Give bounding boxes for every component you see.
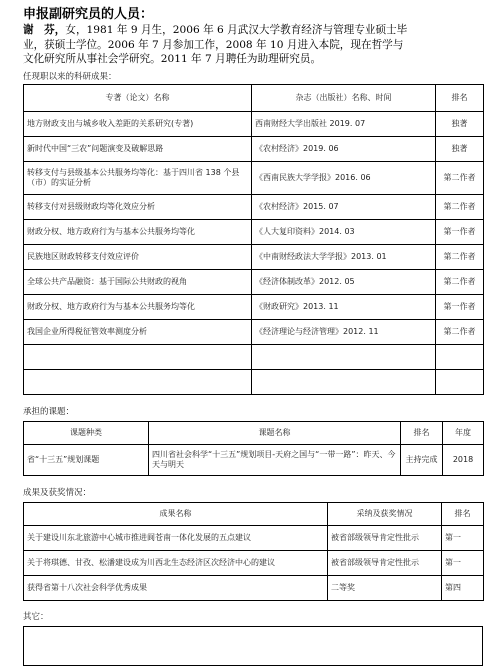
table-row xyxy=(24,526,484,551)
research-journal-cell: 《财政研究》2013. 11 xyxy=(252,295,436,320)
table-row xyxy=(24,370,484,395)
table-row xyxy=(24,195,484,220)
bio-line-2: 业，获硕士学位。2006 年 7 月参加工作，2008 年 10 月进入本院，现在哲学与 xyxy=(23,38,404,51)
research-journal-cell: 《经济体制改革》2012. 05 xyxy=(252,270,436,295)
table-row xyxy=(24,270,484,295)
table-row xyxy=(24,576,484,601)
table-row xyxy=(24,345,484,370)
research-header-rank: 排名 xyxy=(436,85,484,112)
research-rank-cell: 第二作者 xyxy=(436,320,484,345)
table-row xyxy=(24,137,484,162)
research-journal-cell: 《人大复印资料》2014. 03 xyxy=(252,220,436,245)
research-title-cell: 民族地区财政转移支付效应评价 xyxy=(24,245,252,270)
research-rank-cell: 第二作者 xyxy=(436,162,484,195)
research-header-title: 专著（论文）名称 xyxy=(24,85,252,112)
applicant-header xyxy=(23,6,481,67)
research-title-cell xyxy=(24,345,252,370)
research-rank-cell: 独著 xyxy=(436,112,484,137)
award-rank-cell: 第一 xyxy=(442,551,484,576)
research-rank-cell: 第一作者 xyxy=(436,220,484,245)
research-rank-cell: 第二作者 xyxy=(436,245,484,270)
research-journal-cell xyxy=(252,345,436,370)
table-row xyxy=(24,320,484,345)
research-rank-cell: 独著 xyxy=(436,137,484,162)
research-section-label: 任现职以来的科研成果： xyxy=(23,72,117,82)
research-rank-cell: 第一作者 xyxy=(436,295,484,320)
other-section-label: 其它： xyxy=(23,612,49,622)
awards-table xyxy=(23,502,484,601)
project-name-cell: 四川省社会科学“十三五”规划项目-天府之国与“一带一路”：昨天、今天与明天 xyxy=(149,445,401,476)
table-row xyxy=(24,245,484,270)
award-rank-cell: 第一 xyxy=(442,526,484,551)
award-status-cell: 被省部级领导肯定性批示 xyxy=(328,526,442,551)
project-rank-cell: 主持完成 xyxy=(401,445,443,476)
projects-section-label: 承担的课题： xyxy=(23,407,75,417)
project-type-cell: 省“十三五”规划课题 xyxy=(24,445,149,476)
award-status-cell: 被省部级领导肯定性批示 xyxy=(328,551,442,576)
research-rank-cell xyxy=(436,345,484,370)
research-title-cell: 我国企业所得税征管效率测度分析 xyxy=(24,320,252,345)
table-row xyxy=(24,295,484,320)
research-header-journal: 杂志（出版社）名称、时间 xyxy=(252,85,436,112)
awards-section-label: 成果及获奖情况： xyxy=(23,488,92,498)
award-name-cell: 关于建设川东北旅游中心城市推进阆苍南一体化发展的五点建议 xyxy=(24,526,328,551)
research-title-cell: 转移支付与县级基本公共服务均等化：基于四川省 138 个县（市）的实证分析 xyxy=(24,162,252,195)
research-title-cell: 全球公共产品融资：基于国际公共财政的视角 xyxy=(24,270,252,295)
award-rank-cell: 第四 xyxy=(442,576,484,601)
research-title-cell: 地方财政支出与城乡收入差距的关系研究(专著) xyxy=(24,112,252,137)
research-journal-cell: 《农村经济》2019. 06 xyxy=(252,137,436,162)
research-rank-cell xyxy=(436,370,484,395)
research-title-cell: 财政分权、地方政府行为与基本公共服务均等化 xyxy=(24,295,252,320)
projects-table xyxy=(23,421,484,476)
bio-line-1: 谢 芬，女，1981 年 9 月生，2006 年 6 月武汉大学教育经济与管理专业硕士毕 xyxy=(23,24,408,36)
projects-header-year: 年度 xyxy=(443,422,484,445)
projects-header-rank: 排名 xyxy=(401,422,443,445)
research-journal-cell: 《西南民族大学学报》2016. 06 xyxy=(252,162,436,195)
research-rank-cell: 第二作者 xyxy=(436,270,484,295)
projects-header-type: 课题种类 xyxy=(24,422,149,445)
research-journal-cell: 《农村经济》2015. 07 xyxy=(252,195,436,220)
table-row xyxy=(24,551,484,576)
table-row xyxy=(24,445,484,476)
research-table xyxy=(23,84,484,395)
awards-header-name: 成果名称 xyxy=(24,503,328,526)
page-title: 申报副研究员的人员： xyxy=(23,7,154,22)
research-title-cell: 新时代中国“三农”问题演变及破解思路 xyxy=(24,137,252,162)
research-journal-cell: 《中南财经政法大学学报》2013. 01 xyxy=(252,245,436,270)
award-name-cell: 关于将琪德、甘孜、松潘建设成为川西北生态经济区次经济中心的建议 xyxy=(24,551,328,576)
table-row xyxy=(24,112,484,137)
applicant-name: 谢 芬， xyxy=(23,24,66,36)
research-title-cell: 财政分权、地方政府行为与基本公共服务均等化 xyxy=(24,220,252,245)
research-header-row xyxy=(24,85,484,112)
research-title-cell: 转移支付对县级财政均等化效应分析 xyxy=(24,195,252,220)
projects-header-row xyxy=(24,422,484,445)
table-row xyxy=(24,220,484,245)
table-row xyxy=(24,162,484,195)
award-status-cell: 二等奖 xyxy=(328,576,442,601)
project-year-cell: 2018 xyxy=(443,445,484,476)
awards-header-row xyxy=(24,503,484,526)
research-journal-cell: 西南财经大学出版社 2019. 07 xyxy=(252,112,436,137)
other-box xyxy=(23,626,483,666)
award-name-cell: 获得省第十八次社会科学优秀成果 xyxy=(24,576,328,601)
awards-header-rank: 排名 xyxy=(442,503,484,526)
research-journal-cell: 《经济理论与经济管理》2012. 11 xyxy=(252,320,436,345)
research-rank-cell: 第二作者 xyxy=(436,195,484,220)
projects-header-name: 课题名称 xyxy=(149,422,401,445)
research-journal-cell xyxy=(252,370,436,395)
awards-header-status: 采纳及获奖情况 xyxy=(328,503,442,526)
bio-line-3: 文化研究所从事社会学研究。2011 年 7 月聘任为助理研究员。 xyxy=(23,53,322,66)
research-title-cell xyxy=(24,370,252,395)
